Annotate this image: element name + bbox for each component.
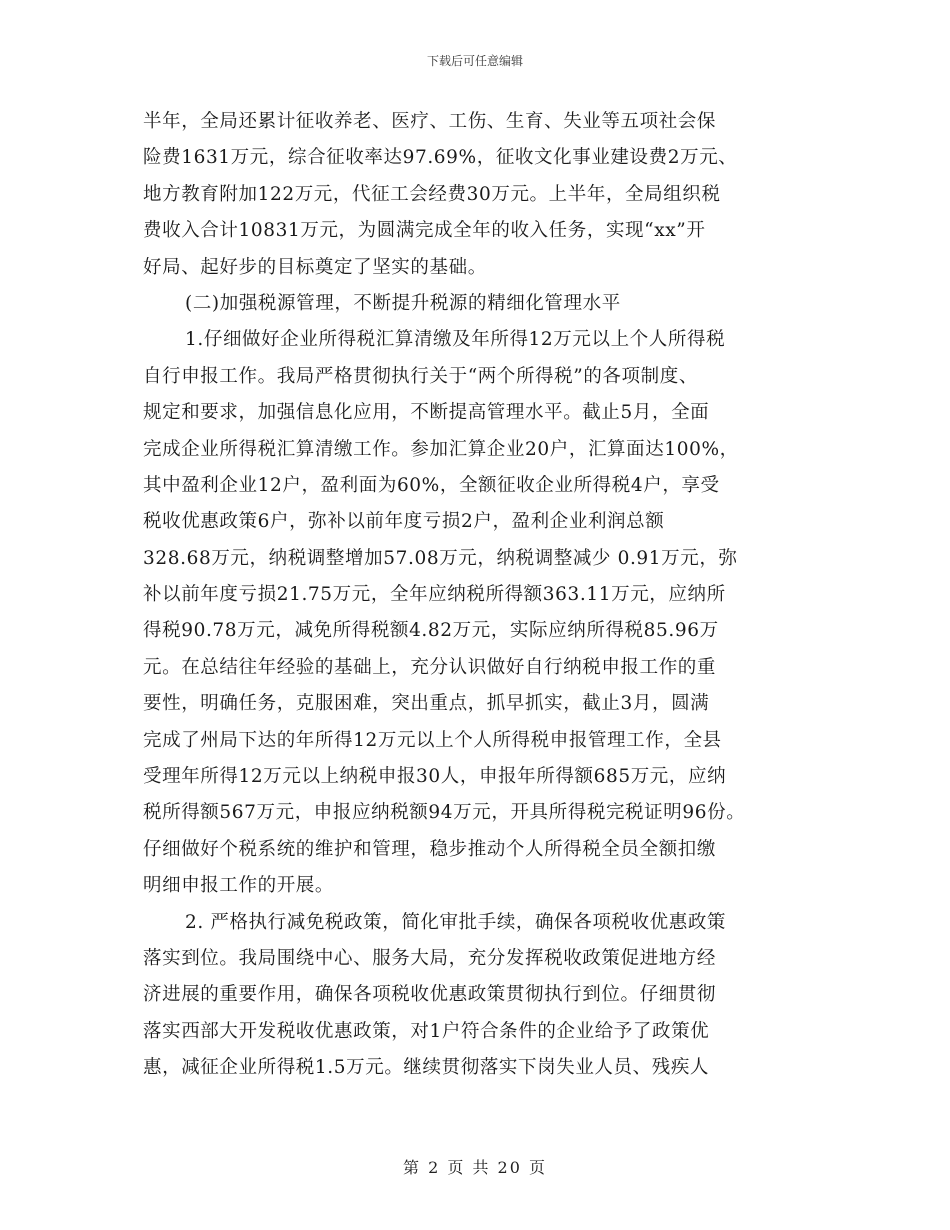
text-line: 落实到位。我局围绕中心、服务大局，充分发挥税收政策促进地方经 [143,947,717,969]
text-line: 补以前年度亏损21.75万元，全年应纳税所得额363.11万元，应纳所 [143,584,726,606]
text-line: 半年，全局还累计征收养老、医疗、工伤、生育、失业等五项社会保 [143,111,717,132]
text-line: 自行申报工作。我局严格贯彻执行关于“两个所得税”的各项制度、 [143,365,698,387]
section-heading: (二)加强税源管理，不断提升税源的精细化管理水平 [185,292,621,314]
document-body [143,104,815,1087]
text-line: 要性，明确任务，克服困难，突出重点，抓早抓实，截止3月，圆满 [143,693,710,715]
text-line: 1.仔细做好企业所得税汇算清缴及年所得12万元以上个人所得税 [185,329,726,351]
text-line: 其中盈利企业12户，盈利面为60%，全额征收企业所得税4户，享受 [143,474,720,496]
text-line: 好局、起好步的目标奠定了坚实的基础。 [143,256,487,278]
text-line: 完成企业所得税汇算清缴工作。参加汇算企业20户，汇算面达100%， [143,438,739,460]
text-line: 险费1631万元，综合征收率达97.69%，征收文化事业建设费2万元、 [143,147,738,169]
text-line: 税收优惠政策6户，弥补以前年度亏损2户，盈利企业利润总额 [143,511,665,533]
text-line: 完成了州局下达的年所得12万元以上个人所得税申报管理工作，全县 [143,729,722,751]
text-line: 仔细做好个税系统的维护和管理，稳步推动个人所得税全员全额扣缴 [143,838,717,860]
text-line: 惠，减征企业所得税1.5万元。继续贯彻落实下岗失业人员、残疾人 [143,1057,710,1079]
text-line: 规定和要求，加强信息化应用，不断提高管理水平。截止5月，全面 [143,402,710,424]
text-line: 费收入合计10831万元，为圆满完成全年的收入任务，实现“xx”开 [143,220,706,242]
text-line: 2. 严格执行减免税政策，简化审批手续，确保各项税收优惠政策 [185,911,727,933]
page-number: 第 2 页 共 20 页 [403,1158,547,1177]
text-line: 落实西部大开发税收优惠政策，对1户符合条件的企业给予了政策优 [143,1020,710,1042]
text-line: 328.68万元，纳税调整增加57.08万元，纳税调整减少 0.91万元，弥 [143,547,738,569]
text-line: 济进展的重要作用，确保各项税收优惠政策贯彻执行到位。仔细贯彻 [143,984,717,1006]
text-line: 明细申报工作的开展。 [143,875,335,897]
header-note: 下载后可任意编辑 [426,54,523,68]
text-line: 税所得额567万元，申报应纳税额94万元，开具所得税完税证明96份。 [143,802,746,824]
text-line: 得税90.78万元，减免所得税额4.82万元，实际应纳所得税85.96万 [143,620,719,642]
text-line: 元。在总结往年经验的基础上，充分认识做好自行纳税申报工作的重 [143,656,717,678]
text-line: 受理年所得12万元以上纳税申报30人，申报年所得额685万元，应纳 [143,766,727,788]
text-line: 地方教育附加122万元，代征工会经费30万元。上半年，全局组织税 [143,183,721,205]
